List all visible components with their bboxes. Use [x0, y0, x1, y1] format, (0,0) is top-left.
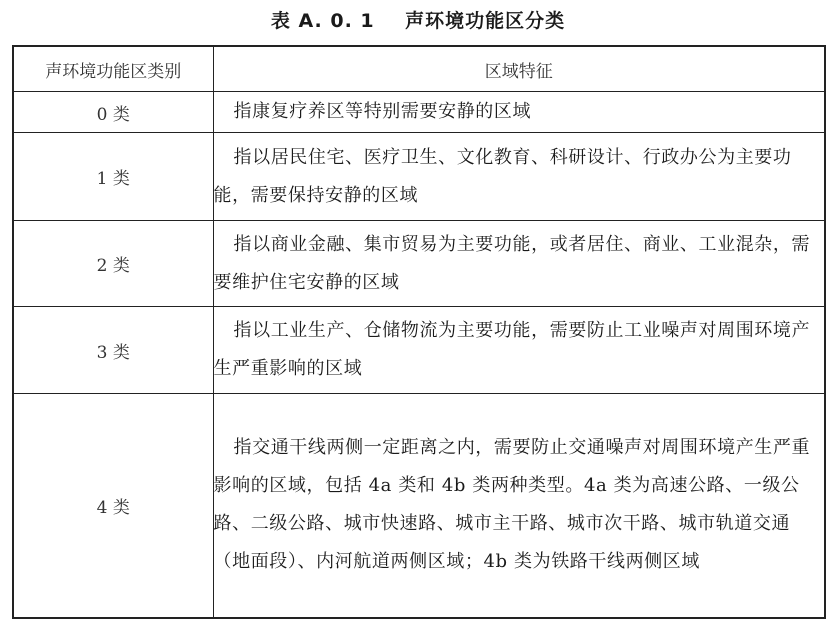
description-cell — [213, 307, 825, 394]
category-cell: 3 类 — [13, 307, 213, 394]
table-header-row — [13, 46, 825, 92]
table-row — [13, 307, 825, 394]
description-cell — [213, 221, 825, 307]
category-cell: 2 类 — [13, 221, 213, 307]
category-cell: 0 类 — [13, 92, 213, 133]
category-cell: 1 类 — [13, 133, 213, 221]
description-cell — [213, 92, 825, 133]
table-caption: 表 A. 0. 1 声环境功能区分类 — [270, 10, 566, 32]
table-row — [13, 394, 825, 618]
description-text: 指以商业金融、集市贸易为主要功能，或者居住、商业、工业混杂，需要维护住宅安静的区域 — [213, 233, 811, 293]
description-text: 指康复疗养区等特别需要安静的区域 — [233, 101, 532, 122]
description-cell — [213, 394, 825, 618]
description-text: 指以居民住宅、医疗卫生、文化教育、科研设计、行政办公为主要功能，需要保持安静的区域 — [213, 146, 792, 206]
table-row — [13, 221, 825, 307]
table-row — [13, 92, 825, 133]
description-text: 指交通干线两侧一定距离之内，需要防止交通噪声对周围环境产生严重影响的区域，包括 4a 类和 4b 类两种类型。4a 类为高速公路、一级公路、二级公路、城市快速路、城市主干路、城市次干路、城市轨道交通（地面段）、内河航道两侧区域；4b 类为铁路干线两侧区域 — [213, 437, 811, 573]
table-row — [13, 133, 825, 221]
description-text: 指以工业生产、仓储物流为主要功能，需要防止工业噪声对周围环境产生严重影响的区域 — [213, 320, 811, 379]
category-cell: 4 类 — [13, 394, 213, 618]
header-features: 区域特征 — [213, 46, 825, 92]
description-cell — [213, 133, 825, 221]
header-category: 声环境功能区类别 — [13, 46, 213, 92]
noise-zone-table — [12, 45, 826, 619]
